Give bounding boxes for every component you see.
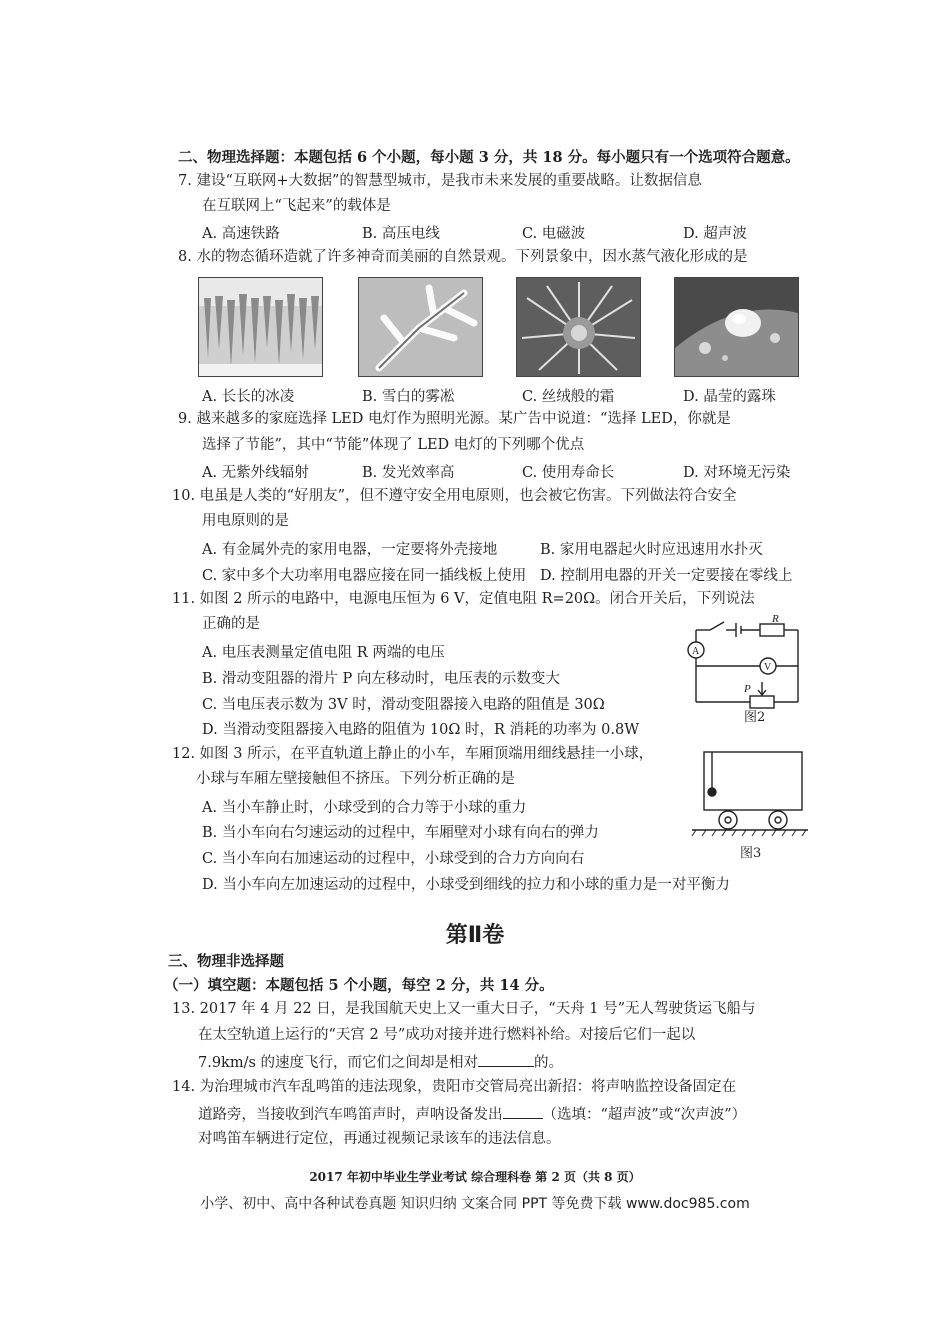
q7-option-c: C. 电磁波 [522, 226, 586, 242]
q10-option-c: C. 家中多个大功率用电器应接在同一插线板上使用 [202, 568, 527, 584]
question-12-line2: 小球与车厢左壁接触但不挤压。下列分析正确的是 [196, 771, 515, 787]
label-p: P [744, 683, 751, 695]
q12-option-c: C. 当小车向右加速运动的过程中，小球受到的合力方向向右 [202, 851, 585, 867]
question-11-line2: 正确的是 [202, 616, 260, 632]
q9-option-d: D. 对环境无污染 [683, 465, 791, 481]
q12-option-b: B. 当小车向右匀速运动的过程中，车厢壁对小球有向右的弹力 [202, 825, 599, 841]
q14-text-a: 道路旁，当接收到汽车鸣笛声时，声呐设备发出 [198, 1107, 503, 1123]
question-9-line1: 9. 越来越多的家庭选择 LED 电灯作为照明光源。某广告中说道：“选择 LED，你就是 [178, 411, 731, 427]
question-12-line1: 12. 如图 3 所示，在平直轨道上静止的小车，车厢顶端用细线悬挂一小球， [172, 746, 654, 762]
q14-text-b: （选填：“超声波”或“次声波”） [542, 1107, 747, 1123]
question-8-line1: 8. 水的物态循环造就了许多神奇而美丽的自然景观。下列景象中，因水蒸气液化形成的是 [178, 249, 748, 265]
frost-photo [516, 277, 641, 377]
question-10-line1: 10. 电虽是人类的“好朋友”，但不遵守安全用电原则，也会被它伤害。下列做法符合安全 [172, 488, 737, 504]
q8-option-a: A. 长长的冰凌 [202, 389, 295, 405]
q10-option-b: B. 家用电器起火时应迅速用水扑灭 [540, 542, 763, 558]
label-r: R [772, 613, 779, 625]
q14-answer-blank[interactable] [503, 1104, 543, 1119]
q13-answer-blank[interactable] [478, 1052, 534, 1067]
q9-option-a: A. 无紫外线辐射 [202, 465, 309, 481]
download-ad: 小学、初中、高中各种试卷真题 知识归纳 文案合同 PPT 等免费下载 www.doc985.com [200, 1196, 750, 1212]
icicle-photo [198, 277, 323, 377]
section-header: 二、物理选择题：本题包括 6 个小题，每小题 3 分，共 18 分。每小题只有一个选项符合题意。 [178, 149, 800, 166]
figure-2-caption: 图2 [744, 710, 766, 725]
circuit-diagram [680, 612, 805, 724]
label-v: V [764, 662, 772, 673]
question-13-line2: 在太空轨道上运行的“天宫 2 号”成功对接并进行燃料补给。对接后它们一起以 [198, 1027, 696, 1043]
q13-text-a: 7.9km/s 的速度飞行，而它们之间却是相对 [198, 1055, 479, 1071]
question-14-line1: 14. 为治理城市汽车乱鸣笛的违法现象，贵阳市交管局亮出新招：将声呐监控设备固定在 [172, 1079, 737, 1095]
exam-footer: 2017 年初中毕业生学业考试 综合理科卷 第 2 页（共 8 页） [309, 1170, 641, 1184]
question-7-line1: 7. 建设“互联网+大数据”的智慧型城市，是我市未来发展的重要战略。让数据信息 [178, 173, 702, 189]
q12-option-d: D. 当小车向左加速运动的过程中，小球受到细线的拉力和小球的重力是一对平衡力 [202, 877, 730, 893]
q8-option-d: D. 晶莹的露珠 [683, 389, 776, 405]
q13-text-b: 的。 [534, 1055, 564, 1071]
q8-option-c: C. 丝绒般的霜 [522, 389, 615, 405]
q11-option-b: B. 滑动变阻器的滑片 P 向左移动时，电压表的示数变大 [202, 671, 560, 687]
question-14-line3: 对鸣笛车辆进行定位，再通过视频记录该车的违法信息。 [198, 1131, 561, 1147]
question-10-line2: 用电原则的是 [202, 513, 289, 529]
section-3-header: 三、物理非选择题 [168, 953, 284, 970]
q9-option-b: B. 发光效率高 [362, 465, 455, 481]
question-13-line1: 13. 2017 年 4 月 22 日，是我国航天史上又一重大日子，“天舟 1 号”无人驾驶货运飞船与 [172, 1001, 756, 1017]
q9-option-c: C. 使用寿命长 [522, 465, 615, 481]
cart-diagram [690, 748, 810, 840]
q7-option-a: A. 高速铁路 [202, 226, 280, 242]
q11-option-c: C. 当电压表示数为 3V 时，滑动变阻器接入电路的阻值是 30Ω [202, 697, 605, 713]
question-14-line2 [198, 1104, 746, 1124]
part-2-title: 第Ⅱ卷 [445, 923, 505, 948]
question-9-line2: 选择了节能”，其中“节能”体现了 LED 电灯的下列哪个优点 [202, 437, 585, 453]
fill-in-header: （一）填空题：本题包括 5 个小题，每空 2 分，共 14 分。 [164, 977, 554, 994]
q10-option-d: D. 控制用电器的开关一定要接在零线上 [540, 568, 793, 584]
question-13-line3 [198, 1052, 563, 1072]
question-7-line2: 在互联网上“飞起来”的载体是 [202, 198, 391, 214]
label-a: A [692, 646, 700, 657]
q8-option-b: B. 雪白的雾凇 [362, 389, 455, 405]
q11-option-a: A. 电压表测量定值电阻 R 两端的电压 [202, 645, 445, 661]
q10-option-a: A. 有金属外壳的家用电器，一定要将外壳接地 [202, 542, 498, 558]
q7-option-b: B. 高压电线 [362, 226, 440, 242]
q11-option-d: D. 当滑动变阻器接入电路的阻值为 10Ω 时，R 消耗的功率为 0.8W [202, 722, 640, 738]
q12-option-a: A. 当小车静止时，小球受到的合力等于小球的重力 [202, 800, 527, 816]
rime-photo [358, 277, 483, 377]
dew-photo [674, 277, 799, 377]
question-11-line1: 11. 如图 2 所示的电路中，电源电压恒为 6 V，定值电阻 R=20Ω。闭合开关后，下列说法 [172, 591, 755, 607]
q7-option-d: D. 超声波 [683, 226, 747, 242]
figure-3-caption: 图3 [740, 846, 762, 861]
